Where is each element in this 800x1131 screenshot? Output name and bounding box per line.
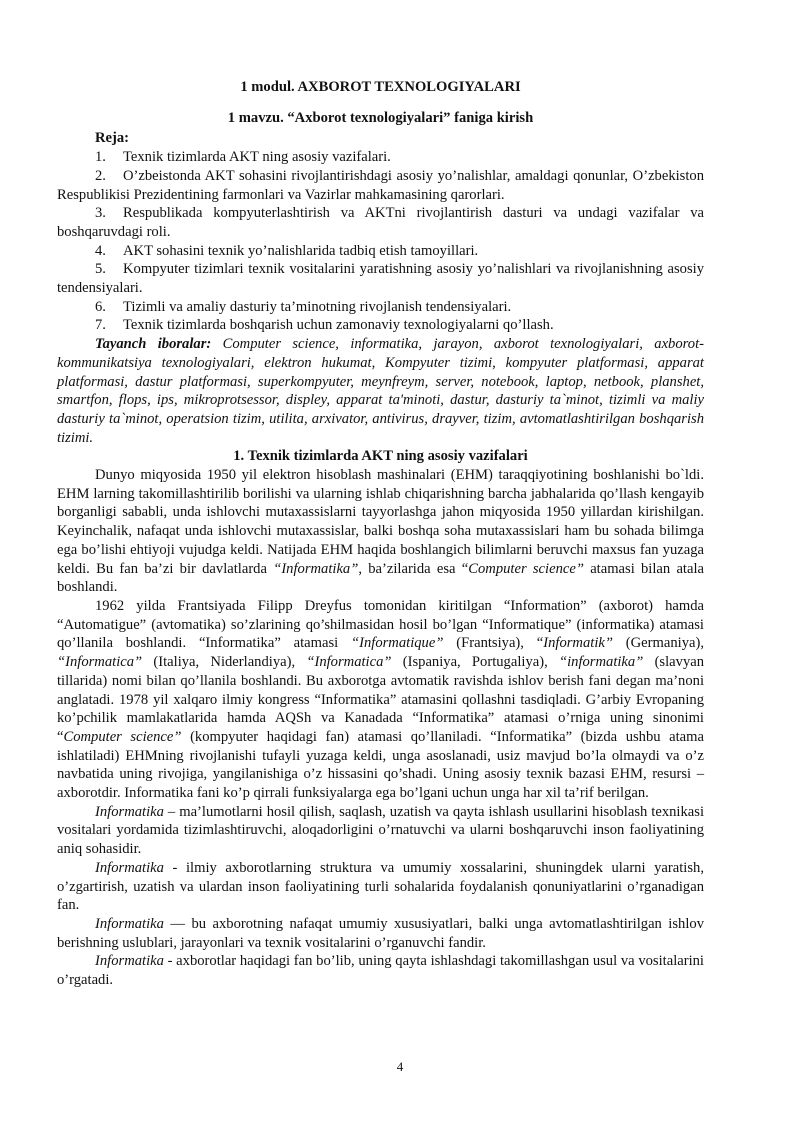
text-run: , ba’zilarida esa “ [358,560,469,577]
topic-title: 1 mavzu. “Axborot texnologiyalari” faniga kirish [227,109,534,126]
plan-label: Reja: [95,130,130,147]
text-run: Dunyo miqyosida 1950 yil elektron hisoblash mashinalari (EHM) taraqqiyotining boshlanishi bo`ldi. EHM larning takomillashtirilib borilishi va ularning ishlab chiqarishning barcha jabhalarida qo’llash kengayib borganligi sababli, unda ishlovchi mutaxassislarni tayyorlashga jahon miqyosida 1950 yillardan kirishilgan. Keyinchalik, nafaqat unda ishlovchi mutaxassislar, balki boshqa soha mutaxassislari ham bu sohada bilimga ega bo’lishi ehtiyoji vujudga keldi. Natijada EHM haqida boshlangich bilimlarni beruvchi maxsus fan yuzaga keldi. Bu fan ba’zi bir davlatlarda [57,467,704,577]
definition-paragraph [57,803,704,859]
keywords-paragraph [57,335,704,447]
definition-term: Informatika [95,953,164,970]
text-run: (slavyan tillarida) nomi bilan qo’llanila boshlandi. Bu axborotga avtomatik ravishda ishlov berish fani degan ma’noni anglatadi. 1978 yil xalqaro ilmiy kongress “Informatika” atamasini qollashni tasdiqladi. G’arbiy Evropaning ko’pchilik mamlakatlarida hamda AQSh va Kanadada “Informatika” atamasi o’rniga uning sinonimi “ [57,654,705,745]
plan-item-text: O’zbeistonda AKT sohasini rivojlantirishdagi asosiy yo’nalishlar, amaldagi qonunlar, O’zbekiston Respublikisi Prezidentining farmonlari va Vazirlar mahkamasining qarorlari. [57,167,704,203]
section-title: 1. Texnik tizimlarda AKT ning asosiy vazifalari [233,448,528,465]
definition-paragraph [57,915,704,952]
text-run: (Germaniya), [612,635,704,652]
definition-text: - axborotlar haqidagi fan bo’lib, uning qayta ishlashdagi takomillashgan usul va vositalarini o’rgatadi. [57,953,704,989]
italic-term: “Informatika” [273,560,359,577]
plan-item-text: Kompyuter tizimlari texnik vositalarini yaratishning asosiy yo’nalishlari va rivojlanishning asosiy tendensiyalari. [57,261,704,297]
module-title: 1 modul. AXBOROT TEXNOLOGIYALARI [240,79,521,95]
italic-term: “Informatica” [306,654,392,671]
italic-term: Computer science” [63,728,182,745]
body-paragraph-2 [57,597,704,803]
italic-term: “Informatica” [57,654,143,671]
keywords-label: Tayanch iboralar: [95,336,212,353]
plan-item-number: 4. [95,242,106,259]
definition-text: - ilmiy axborotlarning struktura va umumiy xossalarini, shuningdek ularni yaratish, o’zgartirish, uzatish va ulardan inson faoliyatining turli sohalarida foydalanish qonuniyatlarini o’rganadigan fan. [57,859,704,914]
definition-term: Informatika [95,859,164,876]
plan-item [57,167,704,204]
text-run: (Ispaniya, Portugaliya), [391,654,559,671]
text-run: (Italiya, Niderlandiya), [142,654,307,671]
plan-item-text: Respublikada kompyuterlashtirish va AKTni rivojlantirish dasturi va undagi vazifalar va boshqaruvdagi roli. [57,205,704,240]
plan-item-number: 3. [95,205,106,222]
definition-text: — bu axborotning nafaqat umumiy xususiyatlari, balki unga avtomatlashtirilgan ishlov berishning uslublari, jarayonlari va texnik vositalarini o’rganuvchi fandir. [57,915,704,951]
plan-item [57,204,704,241]
text-run: atamasi bilan atala boshlandi. [57,560,704,596]
plan-item-number: 2. [95,167,106,184]
text-run: 1962 yilda Frantsiyada Filipp Dreyfus tomonidan kiritilgan “Information” (axborot) hamda “Automatigue” (avtomatika) so’zlarining qo’shilmasidan hosil bo’lgan “Informatique” (informatika) atamasi qo’llanila boshlandi. “Informatika” atamasi [57,597,704,652]
plan-list [57,148,704,335]
page-number: 4 [396,1059,404,1074]
plan-item-number: 1. [95,149,106,166]
plan-item [57,242,704,261]
definition-paragraph [57,859,704,915]
plan-item [57,298,704,317]
body-paragraph-1 [57,466,704,597]
definition-term: Informatika [95,803,164,820]
plan-item-number: 7. [95,317,106,334]
plan-item [57,316,704,335]
italic-term: “informatika” [558,654,644,671]
plan-item-number: 5. [95,261,106,278]
definition-text: – ma’lumotlarni hosil qilish, saqlash, uzatish va qayta ishlash usullarini hisoblash texnikasi vositalari yordamida tizimlashtiruvchi, aloqadorligini o’rnatuvchi va ularni boshqaruvchi inson faoliyatining aniq sohasidir. [57,803,704,858]
plan-item-text: Texnik tizimlarda boshqarish uchun zamonaviy texnologiyalarni qo’llash. [123,317,554,334]
definition-paragraph [57,952,704,989]
text-run: (kompyuter haqidagi fan) atamasi qo’llaniladi. “Informatika” (bizda ushbu atama ishlatiladi) EHMning rivojlanishi tufayli yuzaga keldi, unga asoslanadi, usiz mavjud bo’la olmaydi va o’z navbatida uning rivojiga, yangilanishiga o’z hissasini qo’shadi. Uning asosiy texnik bazasi EHM, resursi – axborotdir. Informatika fani ko’p qirrali funksiyalarga ega bo’lgani uchun unga har xil ta’rif berilgan. [57,728,704,802]
italic-term: Informatik” [543,635,613,652]
italic-term: “Informatique” [351,635,444,652]
keywords-text: Computer science, informatika, jarayon, axborot texnologiyalari, axborot-kommunikatsiya texnologiyalari, elektron hukumat, Kompyuter tizimi, kompyuter platformasi, apparat platformasi, dastur platformasi, superkompyuter, meynfreym, server, notebook, laptop, netbook, planshet, smartfon, flops, ips, mikroprotsessor, displey, apparat ta'minoti, dastur, dasturiy ta`minot, tizimli va maliy dasturiy ta`minot, operatsion tizim, utilita, arxivator, antivirus, drayver, tizim, avtomatlashtirilgan boshqarish tizimi. [57,336,704,446]
document-page [57,70,704,990]
plan-item-text: Texnik tizimlarda AKT ning asosiy vazifalari. [123,149,391,166]
text-run: (Frantsiya), “ [443,635,544,652]
plan-item [57,260,704,297]
italic-term: Computer science” [468,560,584,577]
plan-item-text: Tizimli va amaliy dasturiy ta’minotning rivojlanish tendensiyalari. [123,298,512,315]
plan-item-text: AKT sohasini texnik yo’nalishlarida tadbiq etish tamoyillari. [123,242,479,259]
plan-item-number: 6. [95,298,106,315]
plan-item [57,148,704,167]
definition-term: Informatika [95,915,164,932]
